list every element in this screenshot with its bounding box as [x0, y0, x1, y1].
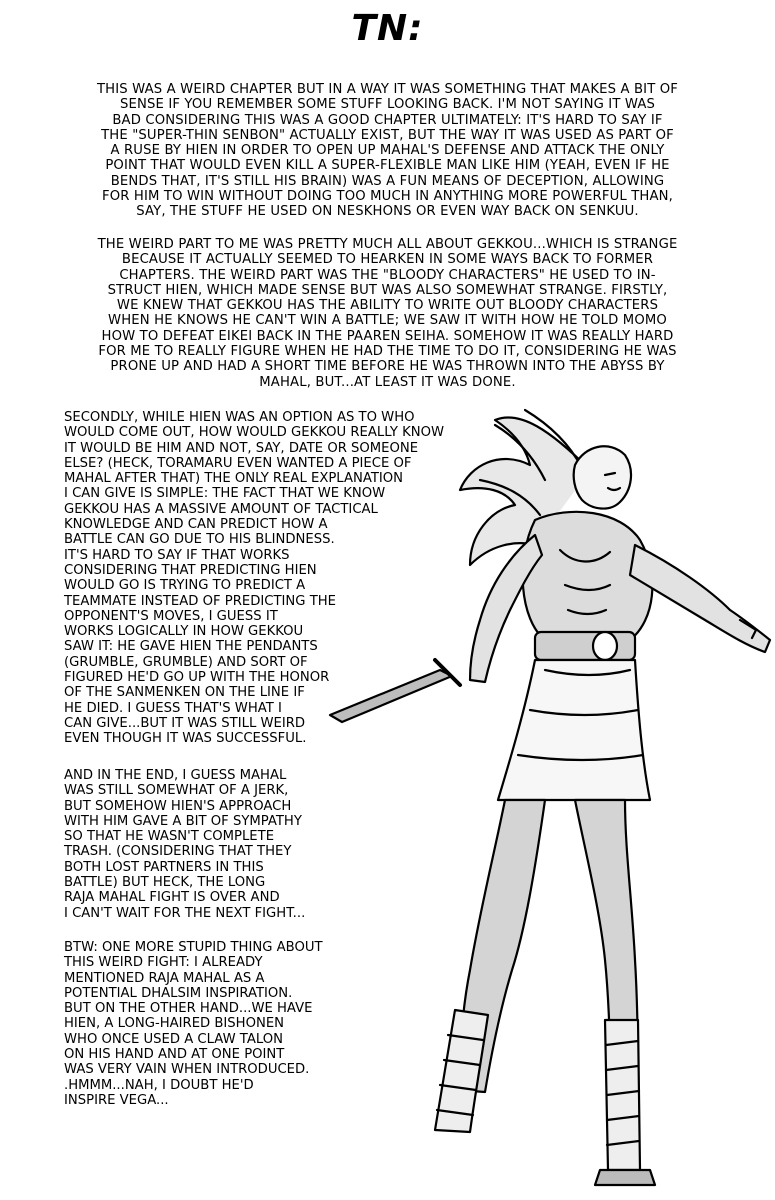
text-line: OPPONENT'S MOVES, I GUESS IT	[64, 608, 278, 624]
paragraph-5	[64, 940, 364, 1108]
text-line: WHO ONCE USED A CLAW TALON	[64, 1031, 283, 1047]
text-line: (GRUMBLE, GRUMBLE) AND SORT OF	[64, 654, 308, 670]
text-line: WORKS LOGICALLY IN HOW GEKKOU	[64, 624, 304, 640]
text-line: BATTLE CAN GO DUE TO HIS BLINDNESS.	[64, 532, 335, 548]
page-title: TN:	[351, 8, 424, 49]
torso	[523, 512, 653, 651]
text-line: IT WOULD BE HIM AND NOT, SAY, DATE OR SOMEONE	[64, 440, 419, 456]
text-line: SECONDLY, WHILE HIEN WAS AN OPTION AS TO WHO	[64, 410, 415, 425]
belt	[535, 632, 635, 660]
text-line: WHEN HE KNOWS HE CAN'T WIN A BATTLE; WE SAW IT WITH HOW HE TOLD MOMO	[108, 313, 667, 329]
text-line: TRASH. (CONSIDERING THAT THEY	[64, 844, 292, 860]
text-line: CONSIDERING THAT PREDICTING HIEN	[64, 562, 317, 578]
text-line: CHAPTERS. THE WEIRD PART WAS THE "BLOODY CHARACTERS" HE USED TO IN-	[119, 267, 656, 283]
text-line: BOTH LOST PARTNERS IN THIS	[64, 859, 264, 875]
text-line: HOW TO DEFEAT EIKEI BACK IN THE PAAREN SEIHA. SOMEHOW IT WAS REALLY HARD	[101, 328, 674, 344]
text-line: .HMMM...NAH, I DOUBT HE'D	[64, 1077, 254, 1093]
text-line: BUT ON THE OTHER HAND...WE HAVE	[64, 1001, 313, 1017]
paragraph-4	[64, 768, 374, 921]
text-line: WAS STILL SOMEWHAT OF A JERK,	[64, 783, 289, 799]
text-line: FIGURED HE'D GO UP WITH THE HONOR	[64, 670, 330, 686]
text-line: HE DIED. I GUESS THAT'S WHAT I	[64, 700, 282, 716]
text-line: INSPIRE VEGA...	[64, 1092, 169, 1108]
text-line: BECAUSE IT ACTUALLY SEEMED TO HEARKEN IN SOME WAYS BACK TO FORMER	[121, 252, 654, 268]
text-line: SO THAT HE WASN'T COMPLETE	[64, 829, 275, 845]
text-line: I CAN'T WAIT FOR THE NEXT FIGHT...	[64, 905, 306, 921]
text-line: THIS WEIRD FIGHT: I ALREADY	[64, 955, 263, 971]
text-line: MENTIONED RAJA MAHAL AS A	[64, 970, 265, 986]
text-line: BTW: ONE MORE STUPID THING ABOUT	[64, 940, 323, 955]
text-line: OF THE SANMENKEN ON THE LINE IF	[64, 685, 305, 701]
text-line: WITH HIM GAVE A BIT OF SYMPATHY	[64, 813, 302, 829]
text-line: THE WEIRD PART TO ME WAS PRETTY MUCH ALL ABOUT GEKKOU...WHICH IS STRANGE	[97, 237, 678, 252]
text-line: TEAMMATE INSTEAD OF PREDICTING THE	[64, 593, 337, 609]
head	[574, 446, 631, 508]
text-line: POTENTIAL DHALSIM INSPIRATION.	[64, 985, 293, 1001]
text-line: BAD CONSIDERING THIS WAS A GOOD CHAPTER ULTIMATELY: IT'S HARD TO SAY IF	[112, 112, 663, 128]
paragraph-2	[60, 237, 715, 390]
paragraph-1	[60, 82, 715, 220]
text-line: EVEN THOUGH IT WAS SUCCESSFUL.	[64, 731, 307, 747]
text-line: SAY, THE STUFF HE USED ON NESKHONS OR EVEN WAY BACK ON SENKUU.	[136, 204, 639, 220]
text-line: WAS VERY VAIN WHEN INTRODUCED.	[64, 1062, 310, 1078]
text-line: I CAN GIVE IS SIMPLE: THE FACT THAT WE KNOW	[64, 486, 386, 502]
text-line: GEKKOU HAS A MASSIVE AMOUNT OF TACTICAL	[64, 501, 378, 517]
text-line: WOULD COME OUT, HOW WOULD GEKKOU REALLY KNOW	[64, 425, 445, 441]
text-line: MAHAL, BUT...AT LEAST IT WAS DONE.	[259, 374, 516, 390]
paragraph-3	[64, 410, 534, 747]
text-line: PRONE UP AND HAD A SHORT TIME BEFORE HE WAS THROWN INTO THE ABYSS BY	[110, 359, 665, 375]
text-line: ELSE? (HECK, TORAMARU EVEN WANTED A PIECE OF	[64, 455, 412, 471]
text-line: WOULD GO IS TRYING TO PREDICT A	[64, 578, 306, 594]
text-line: BENDS THAT, IT'S STILL HIS BRAIN) WAS A FUN MEANS OF DECEPTION, ALLOWING	[110, 173, 665, 189]
text-line: POINT THAT WOULD EVEN KILL A SUPER-FLEXIBLE MAN LIKE HIM (YEAH, EVEN IF HE	[105, 158, 670, 174]
text-line: MAHAL AFTER THAT) THE ONLY REAL EXPLANATION	[64, 471, 404, 487]
text-line: A RUSE BY HIEN IN ORDER TO OPEN UP MAHAL'S DEFENSE AND ATTACK THE ONLY	[110, 143, 665, 159]
text-line: SAW IT: HE GAVE HIEN THE PENDANTS	[64, 639, 318, 655]
text-line: AND IN THE END, I GUESS MAHAL	[64, 768, 287, 783]
text-line: THIS WAS A WEIRD CHAPTER BUT IN A WAY IT WAS SOMETHING THAT MAKES A BIT OF	[96, 82, 679, 97]
text-line: WE KNEW THAT GEKKOU HAS THE ABILITY TO WRITE OUT BLOODY CHARACTERS	[116, 298, 659, 314]
text-line: BUT SOMEHOW HIEN'S APPROACH	[64, 798, 292, 814]
text-line: SENSE IF YOU REMEMBER SOME STUFF LOOKING BACK. I'M NOT SAYING IT WAS	[119, 97, 656, 113]
text-line: FOR ME TO REALLY FIGURE WHEN HE HAD THE TIME TO DO IT, CONSIDERING HE WAS	[98, 344, 677, 360]
text-line: THE "SUPER-THIN SENBON" ACTUALLY EXIST, BUT THE WAY IT WAS USED AS PART OF	[101, 127, 674, 143]
text-line: HIEN, A LONG-HAIRED BISHONEN	[64, 1016, 285, 1032]
text-line: ON HIS HAND AND AT ONE POINT	[64, 1047, 285, 1063]
text-line: KNOWLEDGE AND CAN PREDICT HOW A	[64, 517, 328, 533]
text-line: STRUCT HIEN, WHICH MADE SENSE BUT WAS ALSO SOMEWHAT STRANGE. FIRSTLY,	[107, 282, 668, 298]
text-line: CAN GIVE...BUT IT WAS STILL WEIRD	[64, 715, 306, 731]
text-line: RAJA MAHAL FIGHT IS OVER AND	[64, 890, 280, 906]
text-line: IT'S HARD TO SAY IF THAT WORKS	[64, 547, 290, 563]
text-line: FOR HIM TO WIN WITHOUT DOING TOO MUCH IN ANYTHING MORE POWERFUL THAN,	[101, 189, 674, 205]
text-line: BATTLE) BUT HECK, THE LONG	[64, 875, 266, 891]
